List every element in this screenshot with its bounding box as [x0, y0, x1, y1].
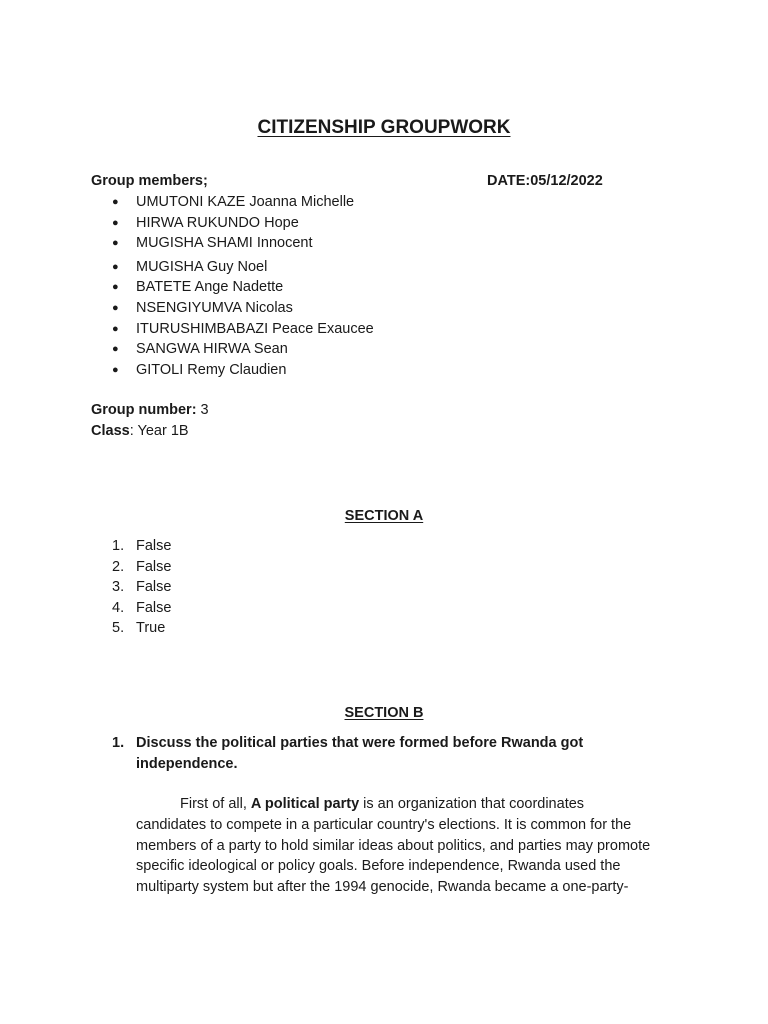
- paragraph-line: members of a party to hold similar ideas about politics, and parties may promote: [136, 837, 651, 854]
- member-name: ITURUSHIMBABAZI Peace Exaucee: [136, 320, 374, 337]
- paragraph-text: First of all,: [180, 796, 251, 812]
- bullet-icon: ●: [112, 196, 119, 208]
- answer-number: 3.: [112, 579, 125, 596]
- member-name: UMUTONI KAZE Joanna Michelle: [136, 194, 355, 210]
- list-item: [112, 577, 171, 598]
- list-item: [112, 298, 374, 319]
- member-name: NSENGIYUMVA Nicolas: [136, 299, 293, 316]
- list-item: [112, 192, 374, 213]
- list-item: [112, 257, 374, 278]
- paragraph-line: specific ideological or policy goals. Before independence, Rwanda used the: [136, 858, 621, 875]
- date-label: DATE:05/12/2022: [487, 173, 603, 189]
- answer-number: 5.: [112, 620, 125, 637]
- list-item: [112, 618, 171, 639]
- bullet-icon: ●: [112, 260, 119, 273]
- bullet-icon: ●: [112, 216, 119, 229]
- answer-text: False: [136, 579, 172, 596]
- member-name: BATETE Ange Nadette: [136, 279, 284, 296]
- list-item: [112, 233, 374, 254]
- answer-paragraph: [136, 794, 676, 898]
- list-item: [112, 598, 171, 619]
- section-a-answers: [112, 536, 171, 639]
- group-number-value: 3: [196, 402, 209, 418]
- question-line: Discuss the political parties that were formed before Rwanda got: [136, 735, 584, 751]
- question-line: independence.: [136, 756, 238, 772]
- list-item: [112, 360, 374, 381]
- list-item: [112, 277, 374, 298]
- answer-text: False: [136, 599, 172, 616]
- question-number: 1.: [112, 735, 125, 751]
- answer-number: 2.: [112, 558, 125, 575]
- group-members-label: Group members;: [91, 173, 208, 189]
- section-a-heading: SECTION A: [344, 508, 424, 524]
- bullet-icon: ●: [112, 343, 119, 356]
- question-1: [112, 733, 652, 775]
- paragraph-text: is an organization that coordinates: [359, 796, 585, 812]
- answer-text: True: [136, 620, 166, 637]
- answer-number: 4.: [112, 599, 125, 616]
- bullet-icon: ●: [112, 301, 119, 314]
- paragraph-line: [136, 794, 676, 815]
- bullet-icon: ●: [112, 322, 119, 335]
- list-item: [112, 213, 374, 234]
- list-item: [112, 536, 171, 557]
- class-info: [91, 421, 189, 441]
- answer-text: False: [136, 538, 172, 554]
- answer-text: False: [136, 558, 172, 575]
- paragraph-line: multiparty system but after the 1994 genocide, Rwanda became a one-party-: [136, 879, 629, 896]
- bullet-icon: ●: [112, 281, 119, 294]
- group-number: [91, 400, 209, 420]
- member-name: HIRWA RUKUNDO Hope: [136, 214, 299, 231]
- paragraph-bold-term: A political party: [250, 796, 360, 812]
- document-title: CITIZENSHIP GROUPWORK: [257, 117, 511, 138]
- list-item: [112, 319, 374, 340]
- member-name: MUGISHA Guy Noel: [136, 258, 268, 275]
- class-label: Class: [91, 423, 130, 439]
- paragraph-line: candidates to compete in a particular country's elections. It is common for the: [136, 816, 632, 833]
- bullet-icon: ●: [112, 363, 119, 376]
- answer-number: 1.: [112, 538, 125, 554]
- list-item: [112, 557, 171, 578]
- member-name: GITOLI Remy Claudien: [136, 361, 287, 378]
- member-name: MUGISHA SHAMI Innocent: [136, 235, 313, 252]
- list-item: [112, 339, 374, 360]
- class-value: : Year 1B: [129, 423, 189, 439]
- group-number-label: Group number:: [91, 402, 197, 418]
- group-members-list: [112, 192, 374, 380]
- section-b-heading: SECTION B: [344, 705, 424, 721]
- bullet-icon: ●: [112, 237, 119, 250]
- member-name: SANGWA HIRWA Sean: [136, 341, 288, 358]
